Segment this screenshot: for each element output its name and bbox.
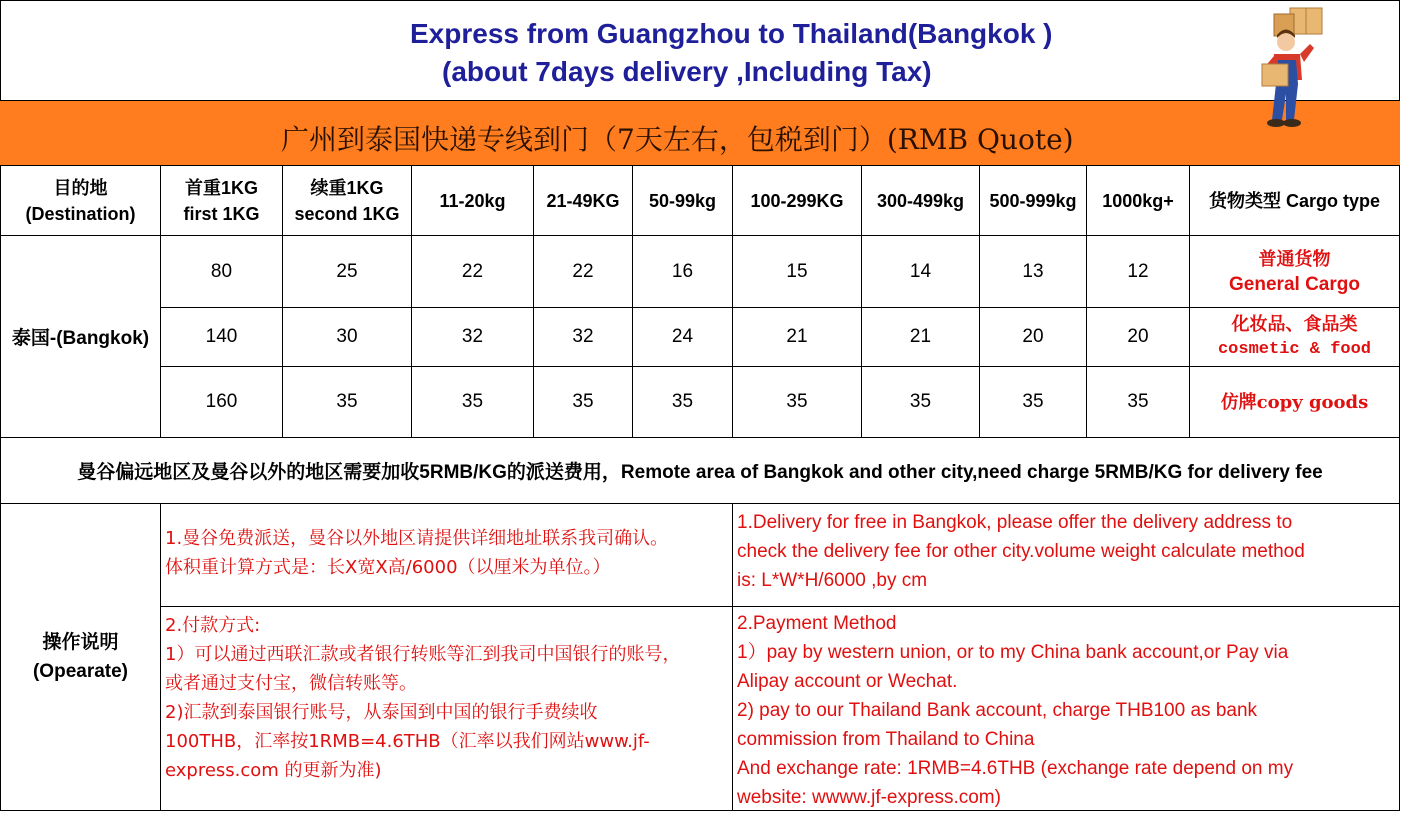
header-cell bbox=[1190, 166, 1400, 236]
cargo-type-en: cosmetic & food bbox=[1217, 340, 1372, 359]
price-cell: 14 bbox=[862, 236, 980, 308]
header-cell bbox=[980, 166, 1087, 236]
title-area bbox=[0, 0, 1400, 100]
price-cell: 80 bbox=[161, 236, 283, 308]
quote-banner bbox=[0, 100, 1400, 166]
operations-label-cn: 操作说明 bbox=[42, 632, 119, 653]
cargo-type-en: General Cargo bbox=[1229, 273, 1360, 295]
header-text: 21-49KG bbox=[546, 190, 620, 211]
banner-title: 广州到泰国快递专线到门（7天左右，包税到门）(RMB Quote) bbox=[281, 123, 1074, 156]
price-cell: 35 bbox=[862, 367, 980, 438]
header-text: (Destination) bbox=[25, 203, 136, 224]
porter-head bbox=[1277, 33, 1295, 51]
payment-note-cn bbox=[161, 607, 733, 811]
price-cell: 32 bbox=[412, 308, 534, 367]
header-cell bbox=[862, 166, 980, 236]
page-title: Express from Guangzhou to Thailand(Bangkok ) bbox=[410, 18, 1053, 49]
header-text: 500-999kg bbox=[989, 190, 1077, 211]
delivery-man-illustration bbox=[1250, 4, 1330, 140]
price-cell: 32 bbox=[534, 308, 633, 367]
note-line: 2)汇款到泰国银行账号，从泰国到中国的银行手费续收 bbox=[165, 702, 598, 723]
operations-label-en: (Opearate) bbox=[32, 661, 129, 682]
header-text: first 1KG bbox=[183, 203, 260, 224]
note-line: 1）pay by western union, or to my China bank account,or Pay via bbox=[737, 642, 1289, 663]
note-line: 1）可以通过西联汇款或者银行转账等汇到我司中国银行的账号， bbox=[165, 644, 681, 665]
price-cell: 140 bbox=[161, 308, 283, 367]
price-cell: 35 bbox=[980, 367, 1087, 438]
header-cell bbox=[534, 166, 633, 236]
note-line: website: wwww.jf-express.com) bbox=[737, 787, 1001, 808]
price-cell: 24 bbox=[633, 308, 733, 367]
page-subtitle: (about 7days delivery ,Including Tax) bbox=[442, 56, 932, 87]
note-line: 1.曼谷免费派送，曼谷以外地区请提供详细地址联系我司确认。 bbox=[165, 528, 669, 549]
parcel-box-front bbox=[1262, 64, 1288, 86]
price-cell: 35 bbox=[283, 367, 412, 438]
header-cell bbox=[0, 166, 161, 236]
header-text: 货物类型 Cargo type bbox=[1208, 190, 1381, 211]
header-cell bbox=[1087, 166, 1190, 236]
price-cell: 12 bbox=[1087, 236, 1190, 308]
price-cell: 35 bbox=[412, 367, 534, 438]
delivery-note-cn bbox=[161, 504, 733, 607]
price-cell: 20 bbox=[980, 308, 1087, 367]
operations-label bbox=[0, 504, 161, 811]
price-cell: 22 bbox=[412, 236, 534, 308]
delivery-note-en bbox=[733, 504, 1400, 607]
price-cell: 25 bbox=[283, 236, 412, 308]
note-line: commission from Thailand to China bbox=[737, 729, 1035, 750]
header-cell bbox=[633, 166, 733, 236]
note-line: check the delivery fee for other city.volume weight calculate method bbox=[737, 541, 1305, 562]
cargo-type-cn: 仿牌copy goods bbox=[1220, 391, 1369, 413]
price-cell: 20 bbox=[1087, 308, 1190, 367]
header-text: 300-499kg bbox=[876, 190, 965, 211]
header-cell bbox=[161, 166, 283, 236]
price-cell: 15 bbox=[733, 236, 862, 308]
price-cell: 30 bbox=[283, 308, 412, 367]
note-line: is: L*W*H/6000 ,by cm bbox=[737, 570, 928, 591]
note-line: 2.付款方式: bbox=[165, 615, 261, 636]
header-cell bbox=[412, 166, 534, 236]
price-cell: 16 bbox=[633, 236, 733, 308]
header-text: second 1KG bbox=[294, 203, 400, 224]
header-text: 1000kg+ bbox=[1102, 190, 1174, 211]
header-text: 100-299KG bbox=[750, 190, 844, 211]
cargo-type-cell bbox=[1190, 367, 1400, 438]
cargo-type-cn: 普通货物 bbox=[1258, 248, 1331, 270]
header-cell bbox=[283, 166, 412, 236]
note-line: 体积重计算方式是：长X宽X高/6000（以厘米为单位。） bbox=[165, 557, 611, 578]
note-line: 或者通过支付宝，微信转账等。 bbox=[165, 673, 417, 694]
cargo-type-cell bbox=[1190, 236, 1400, 308]
header-text: 50-99kg bbox=[648, 190, 717, 211]
cargo-type-cell bbox=[1190, 308, 1400, 367]
note-line: express.com 的更新为准) bbox=[165, 760, 382, 781]
header-cell bbox=[733, 166, 862, 236]
price-cell: 160 bbox=[161, 367, 283, 438]
note-line: Alipay account or Wechat. bbox=[737, 671, 958, 692]
price-cell: 35 bbox=[633, 367, 733, 438]
cargo-type-cn: 化妆品、食品类 bbox=[1231, 314, 1358, 335]
price-cell: 35 bbox=[733, 367, 862, 438]
price-cell: 35 bbox=[534, 367, 633, 438]
payment-note-en bbox=[733, 607, 1400, 811]
header-text: 续重1KG bbox=[310, 177, 384, 198]
price-cell: 22 bbox=[534, 236, 633, 308]
header-text: 首重1KG bbox=[184, 177, 258, 198]
price-cell: 35 bbox=[1087, 367, 1190, 438]
note-line: 2) pay to our Thailand Bank account, charge THB100 as bank bbox=[737, 700, 1258, 721]
note-line: 100THB，汇率按1RMB=4.6THB（汇率以我们网站www.jf- bbox=[165, 731, 650, 752]
note-line: 1.Delivery for free in Bangkok, please offer the delivery address to bbox=[737, 512, 1293, 533]
price-cell: 21 bbox=[733, 308, 862, 367]
header-text: 11-20kg bbox=[439, 190, 506, 211]
note-line: And exchange rate: 1RMB=4.6THB (exchange rate depend on my bbox=[737, 758, 1294, 779]
note-line: 2.Payment Method bbox=[737, 613, 897, 634]
price-cell: 21 bbox=[862, 308, 980, 367]
remote-area-note: 曼谷偏远地区及曼谷以外的地区需要加收5RMB/KG的派送费用，Remote area of Bangkok and other city,need charge 5RMB/KG for delivery fee bbox=[0, 438, 1400, 504]
header-text: 目的地 bbox=[53, 177, 108, 198]
destination-cell: 泰国-(Bangkok) bbox=[0, 236, 161, 438]
price-cell: 13 bbox=[980, 236, 1087, 308]
